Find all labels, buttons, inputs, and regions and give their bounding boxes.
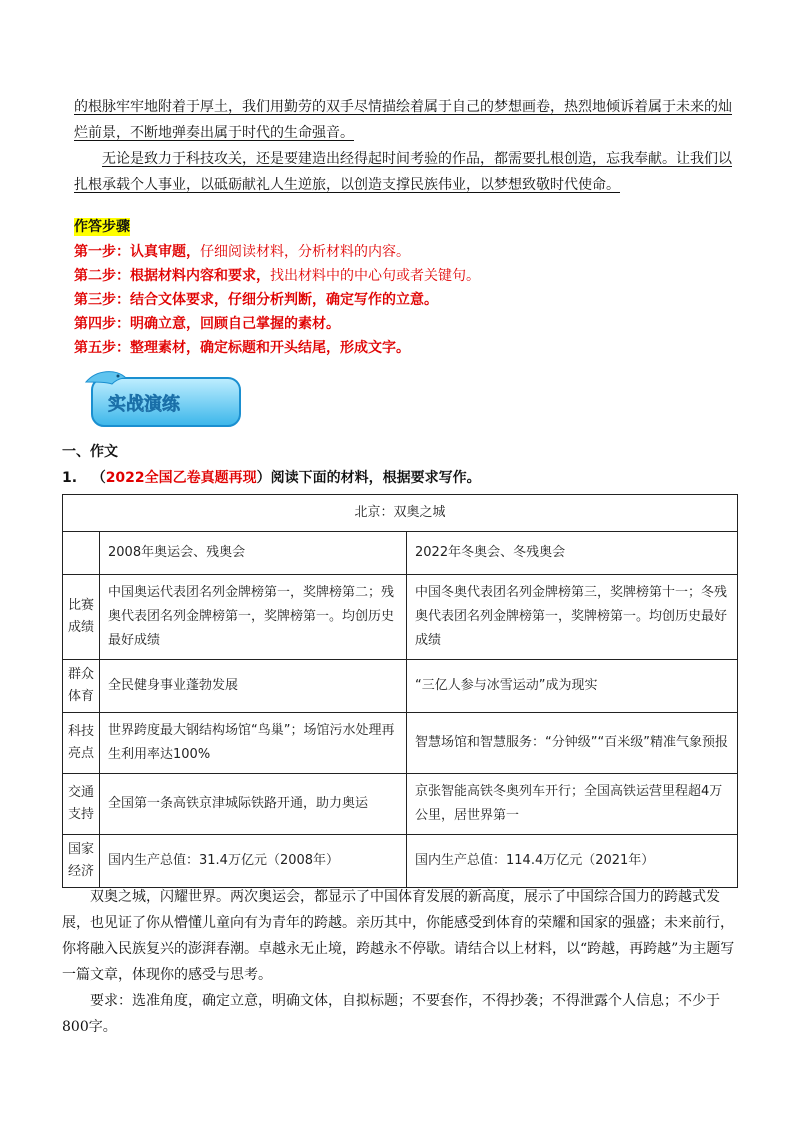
table-cell: 国内生产总值：31.4万亿元（2008年） <box>100 835 407 888</box>
question-source: 2022全国乙卷真题再现 <box>105 470 257 486</box>
table-row <box>63 660 738 713</box>
question-prompt: ）阅读下面的材料，根据要求写作。 <box>256 470 481 486</box>
question-open: （ <box>91 470 106 486</box>
practice-banner <box>82 368 244 430</box>
intro-paragraph-2: 无论是致力于科技攻关，还是要建造出经得起时间考验的作品，都需要扎根创造，忘我奉献。让我们以扎根承载个人事业，以砥砺献礼人生逆旅，以创造支撑民族伟业，以梦想致敬时代使命。 <box>74 151 732 193</box>
step-4-text: 第四步：明确立意，回顾自己掌握的素材。 <box>74 316 340 332</box>
row-label: 国家经济 <box>63 835 100 888</box>
table-cell: 全民健身事业蓬勃发展 <box>100 660 407 713</box>
row-label: 科技亮点 <box>63 713 100 774</box>
table-corner-cell <box>63 532 100 575</box>
table-header-row <box>63 532 738 575</box>
table-cell: 京张智能高铁冬奥列车开行；全国高铁运营里程超4万公里，居世界第一 <box>407 774 738 835</box>
material-table <box>62 494 738 888</box>
table-cell: 中国冬奥代表团名列金牌榜第三，奖牌榜第十一；冬残奥代表团名列金牌榜第一，奖牌榜第一。均创历史最好成绩 <box>407 575 738 660</box>
table-row <box>63 575 738 660</box>
essay-requirements: 要求：选准角度，确定立意，明确文体，自拟标题；不要套作，不得抄袭；不得泄露个人信息；不少于800字。 <box>62 993 720 1035</box>
step-1-bold: 第一步：认真审题， <box>74 244 200 260</box>
table-row <box>63 774 738 835</box>
table-cell: 全国第一条高铁京津城际铁路开通，助力奥运 <box>100 774 407 835</box>
row-label: 交通支持 <box>63 774 100 835</box>
question-number: 1. <box>62 470 78 486</box>
banner-text: 实战演练 <box>108 394 180 415</box>
table-cell: 中国奥运代表团名列金牌榜第一，奖牌榜第二；残奥代表团名列金牌榜第一，奖牌榜第一。均创历史最好成绩 <box>100 575 407 660</box>
table-row <box>63 713 738 774</box>
table-cell: 智慧场馆和智慧服务：“分钟级”“百米级”精准气象预报 <box>407 713 738 774</box>
table-cell: 国内生产总值：114.4万亿元（2021年） <box>407 835 738 888</box>
step-2-rest: 找出材料中的中心句或者关键句。 <box>270 268 480 284</box>
column-header-2008: 2008年奥运会、残奥会 <box>100 532 407 575</box>
step-2 <box>74 266 480 286</box>
step-4 <box>74 314 340 334</box>
step-3 <box>74 290 438 310</box>
row-label: 群众体育 <box>63 660 100 713</box>
steps-title: 作答步骤 <box>74 219 130 235</box>
essay-prompt: 双奥之城，闪耀世界。两次奥运会，都显示了中国体育发展的新高度，展示了中国综合国力的跨越式发展，也见证了你从懵懂儿童向有为青年的跨越。亲历其中，你能感受到体育的荣耀和国家的强盛；未来前行，你将融入民族复兴的澎湃春潮。卓越永无止境，跨越永不停歇。请结合以上材料，以“跨越，再跨越”为主题写一篇文章，体现你的感受与思考。 <box>62 889 735 983</box>
table-row <box>63 835 738 888</box>
step-5 <box>74 338 410 358</box>
question-1 <box>62 467 481 487</box>
step-3-text: 第三步：结合文体要求，仔细分析判断，确定写作的立意。 <box>74 292 438 308</box>
step-1-rest: 仔细阅读材料，分析材料的内容。 <box>200 244 410 260</box>
section-heading: 一、作文 <box>62 444 118 460</box>
table-cell: “三亿人参与冰雪运动”成为现实 <box>407 660 738 713</box>
row-label: 比赛成绩 <box>63 575 100 660</box>
step-2-bold: 第二步：根据材料内容和要求， <box>74 268 270 284</box>
intro-paragraph-1: 的根脉牢牢地附着于厚土，我们用勤劳的双手尽情描绘着属于自己的梦想画卷，热烈地倾诉着属于未来的灿烂前景，不断地弹奏出属于时代的生命强音。 <box>74 99 732 141</box>
table-title: 北京：双奥之城 <box>63 495 738 532</box>
step-1 <box>74 242 410 262</box>
step-5-text: 第五步：整理素材，确定标题和开头结尾，形成文字。 <box>74 340 410 356</box>
table-cell: 世界跨度最大钢结构场馆“鸟巢”；场馆污水处理再生利用率达100% <box>100 713 407 774</box>
column-header-2022: 2022年冬奥会、冬残奥会 <box>407 532 738 575</box>
table-title-row <box>63 495 738 532</box>
